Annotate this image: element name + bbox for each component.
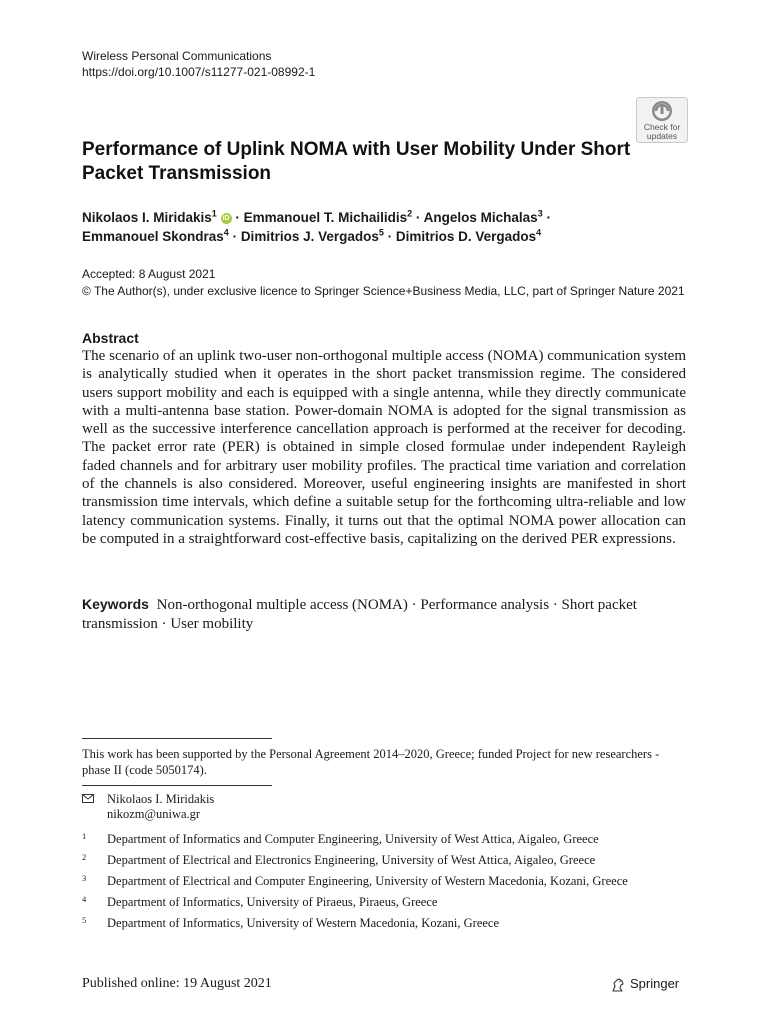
affiliation-item <box>82 853 682 868</box>
affiliation-number: 4 <box>82 894 87 904</box>
affiliation-text: Department of Informatics, University of Western Macedonia, Kozani, Greece <box>107 916 500 930</box>
corresponding-email[interactable]: nikozm@uniwa.gr <box>107 807 201 821</box>
envelope-icon <box>82 794 94 803</box>
author-separator: · <box>412 210 424 225</box>
affiliation-divider <box>82 785 272 786</box>
affiliation-text: Department of Electrical and Computer Engineering, University of Western Macedonia, Kozani, Greece <box>107 874 628 888</box>
badge-line-1: Check for <box>643 122 681 132</box>
affiliation-item <box>82 832 682 847</box>
author-separator: · <box>228 229 241 244</box>
published-online: Published online: 19 August 2021 <box>82 976 272 991</box>
keywords-text: Non-orthogonal multiple access (NOMA) · Performance analysis · Short packet transmission · User mobility <box>82 597 637 632</box>
author-separator: · <box>231 210 244 225</box>
copyright-line: © The Author(s), under exclusive licence to Springer Science+Business Media, LLC, part of Springer Nature 2021 <box>82 284 685 298</box>
orcid-icon[interactable]: iD <box>222 214 230 222</box>
author-name: Nikolaos I. Miridakis <box>82 210 212 225</box>
keywords-label: Keywords <box>82 596 149 612</box>
author-name: Dimitrios D. Vergados <box>395 229 537 244</box>
springer-text: Springer <box>630 976 680 991</box>
springer-logo <box>610 974 679 994</box>
author-affiliation-mark: 3 <box>537 208 543 219</box>
funding-note: This work has been supported by the Personal Agreement 2014–2020, Greece; funded Project for new researchers - phase II (code 5050174). <box>82 747 660 777</box>
author-affiliation-mark: 1 <box>211 208 217 219</box>
springer-horse-icon <box>610 977 626 993</box>
author-name: Emmanouel Skondras <box>82 229 224 244</box>
affiliation-number: 3 <box>82 873 87 883</box>
affiliation-text: Department of Electrical and Electronics Engineering, University of West Attica, Aigaleo, Greece <box>107 853 596 867</box>
author-affiliation-mark: 2 <box>407 208 413 219</box>
abstract-section <box>82 329 686 548</box>
publication-dates <box>82 266 685 300</box>
affiliation-number: 5 <box>82 915 87 925</box>
keywords-section <box>82 595 692 633</box>
affiliation-item <box>82 874 682 889</box>
author-affiliation-mark: 4 <box>536 227 542 238</box>
affiliation-text: Department of Informatics and Computer Engineering, University of West Attica, Aigaleo, Greece <box>107 832 599 846</box>
affiliation-item <box>82 895 682 910</box>
corresponding-name: Nikolaos I. Miridakis <box>107 792 215 806</box>
abstract-heading: Abstract <box>82 330 139 346</box>
journal-header <box>82 48 315 80</box>
check-for-updates-badge[interactable] <box>636 97 688 143</box>
affiliation-text: Department of Informatics, University of Piraeus, Piraeus, Greece <box>107 895 438 909</box>
footnote-divider <box>82 738 272 739</box>
journal-name: Wireless Personal Communications <box>82 49 272 63</box>
doi-link[interactable]: https://doi.org/10.1007/s11277-021-08992-1 <box>82 65 316 79</box>
author-affiliation-mark: 5 <box>378 227 384 238</box>
accepted-date: Accepted: 8 August 2021 <box>82 267 216 281</box>
author-affiliation-mark: 4 <box>223 227 229 238</box>
check-for-updates-icon <box>636 97 688 143</box>
author-name: Dimitrios J. Vergados <box>240 229 379 244</box>
affiliation-item <box>82 916 682 931</box>
badge-line-2: updates <box>646 131 678 141</box>
author-list <box>82 208 702 246</box>
author-name: Angelos Michalas <box>423 210 538 225</box>
affiliation-number: 1 <box>82 831 87 841</box>
paper-title: Performance of Uplink NOMA with User Mobility Under Short Packet Transmission <box>82 139 631 184</box>
affiliation-number: 2 <box>82 852 87 862</box>
author-name: Emmanouel T. Michailidis <box>243 210 408 225</box>
abstract-text: The scenario of an uplink two-user non-orthogonal multiple access (NOMA) communication system is analytically studied when it operates in the short packet transmission regime. The considered users support mobility and each is equipped with a single antenna, while they directly communicate with a multi-antenna base station. Power-domain NOMA is adopted for the signal transmission as well as the successive interference cancellation approach is performed at the receiver for decoding. The packet error rate (PER) is obtained in simple closed formulae under independent Rayleigh faded channels and for arbitrary user mobility profiles. The practical time variation and correlation of the channels is also considered. Moreover, useful engineering insights are manifested in short transmission time intervals, which define a suitable setup for the forthcoming ultra-reliable and low latency communication systems. Finally, it turns out that the optimal NOMA power allocation can be computed in a straightforward cost-effective basis, capitalizing on the derived PER expressions. <box>82 348 686 547</box>
author-separator: · <box>383 229 396 244</box>
author-separator: · <box>542 210 551 225</box>
affiliation-list <box>82 832 682 937</box>
